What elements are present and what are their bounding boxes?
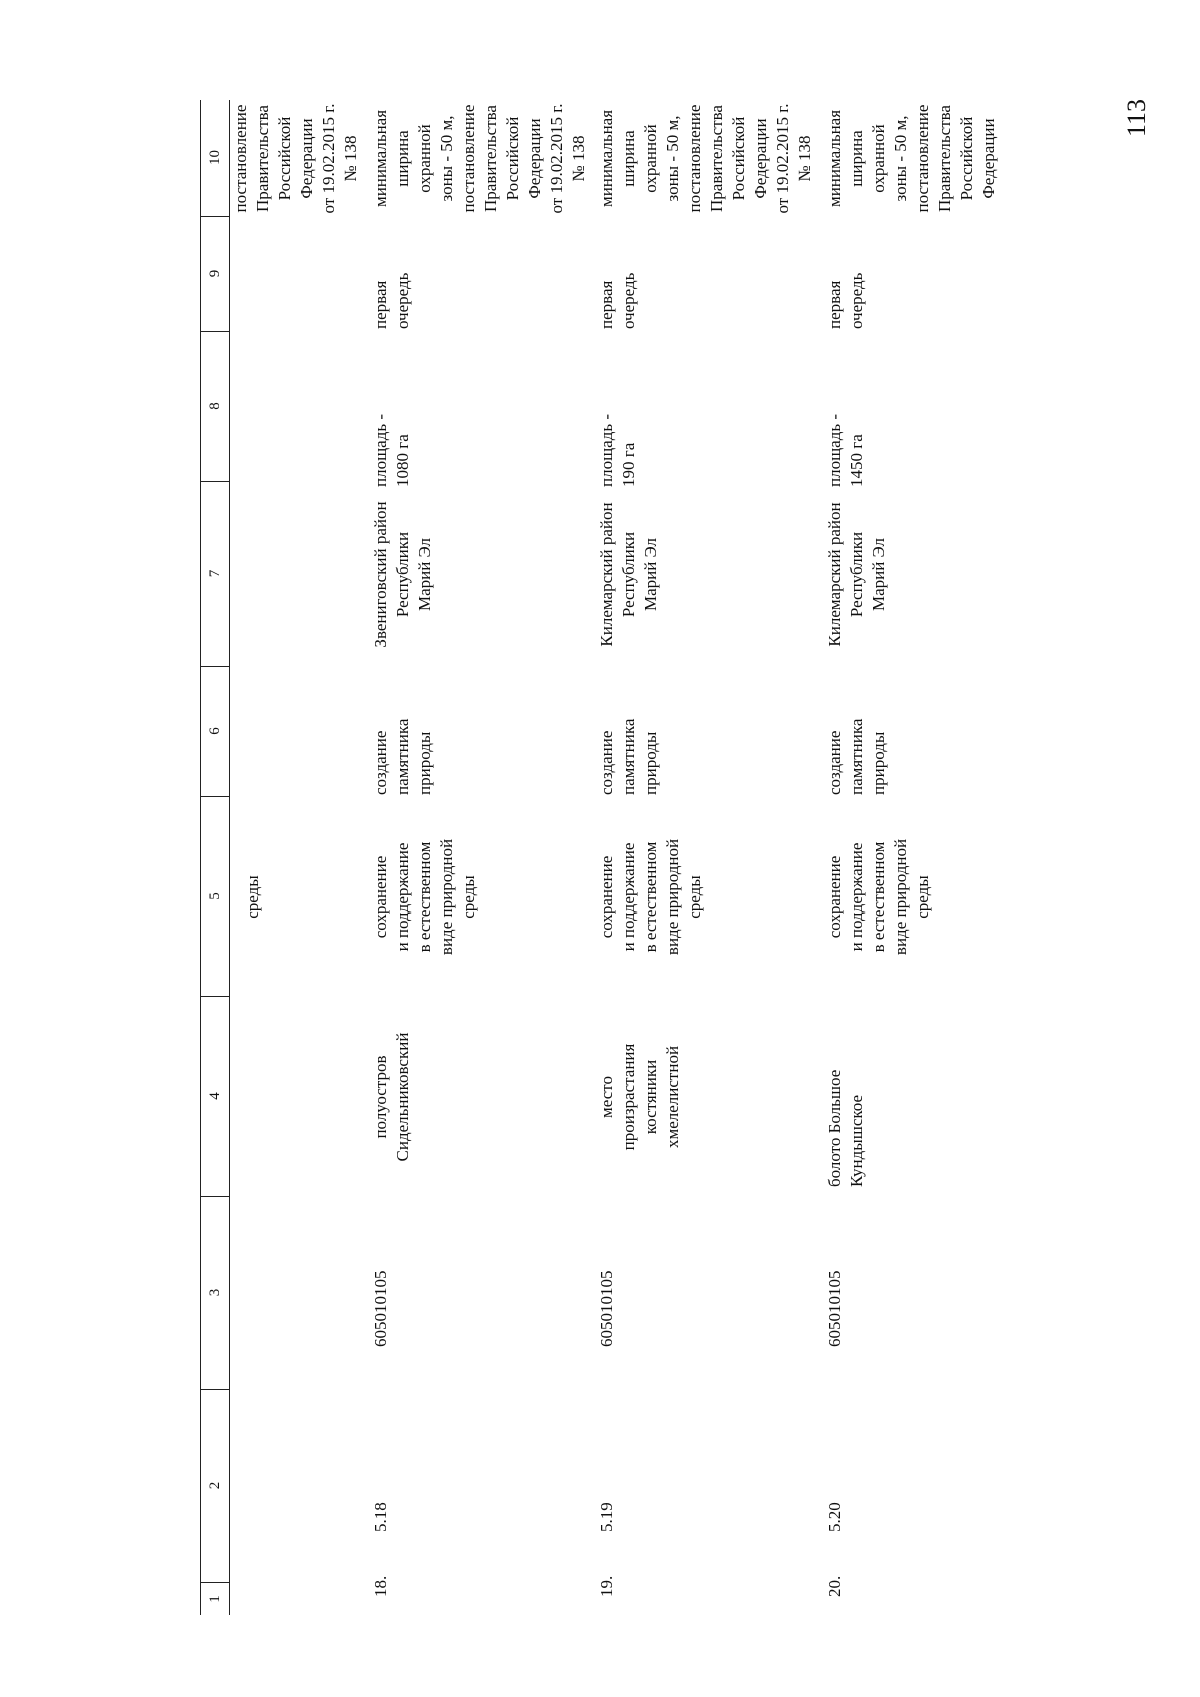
row-okato: 605010105 xyxy=(825,1270,844,1347)
continuation-col-5: среды xyxy=(243,875,262,919)
header-col-9: 9 xyxy=(201,216,229,332)
header-col-8: 8 xyxy=(201,331,229,482)
row-purpose: сохранение и поддержание в естественном виде природной среды xyxy=(825,838,932,956)
row-note: минимальная ширина охранной зоны - 50 м, постановление Правительства Российской Федерации от 19.02.2015 г. № 138 xyxy=(597,103,814,214)
row-number: 18. xyxy=(371,1575,390,1597)
row-name: болото Большое Кундышское xyxy=(825,1069,866,1187)
table-header-row xyxy=(200,100,230,1615)
row-note: минимальная ширина охранной зоны - 50 м, постановление Правительства Российской Федерации xyxy=(825,104,998,213)
row-action: создание памятника природы xyxy=(371,718,434,795)
row-code: 5.20 xyxy=(825,1502,844,1532)
page-number: 113 xyxy=(1122,98,1151,138)
row-purpose: сохранение и поддержание в естественном виде природной среды xyxy=(597,838,704,956)
header-col-1: 1 xyxy=(207,1595,223,1603)
row-okato: 605010105 xyxy=(371,1270,390,1347)
header-col-6: 6 xyxy=(201,666,229,797)
row-number: 19. xyxy=(597,1575,616,1597)
header-col-4: 4 xyxy=(201,996,229,1197)
row-priority: первая очередь xyxy=(597,272,638,329)
row-area: площадь - 190 га xyxy=(597,413,638,487)
row-action: создание памятника природы xyxy=(597,718,660,795)
row-code: 5.18 xyxy=(371,1502,390,1532)
header-col-3: 3 xyxy=(201,1196,229,1390)
row-area: площадь - 1450 га xyxy=(825,413,866,487)
row-priority: первая очередь xyxy=(371,272,412,329)
row-location: Килемарский район Республики Марий Эл xyxy=(597,502,660,647)
row-okato: 605010105 xyxy=(597,1270,616,1347)
rotated-table xyxy=(200,100,1100,1615)
row-area: площадь - 1080 га xyxy=(371,413,412,487)
row-code: 5.19 xyxy=(597,1502,616,1532)
row-name: полуостров Сидельниковский xyxy=(371,1032,412,1162)
continuation-col-10: постановление Правительства Российской Федерации от 19.02.2015 г. № 138 xyxy=(231,103,360,214)
row-number: 20. xyxy=(825,1575,844,1597)
row-purpose: сохранение и поддержание в естественном виде природной среды xyxy=(371,838,478,956)
row-action: создание памятника природы xyxy=(825,718,888,795)
header-col-5: 5 xyxy=(201,796,229,997)
row-note: минимальная ширина охранной зоны - 50 м, постановление Правительства Российской Федерации от 19.02.2015 г. № 138 xyxy=(371,103,588,214)
row-name: место произрастания костяники хмелелистной xyxy=(597,1043,682,1151)
row-location: Звениговский район Республики Марий Эл xyxy=(371,501,434,648)
header-col-10: 10 xyxy=(201,99,229,217)
header-col-7: 7 xyxy=(201,481,229,667)
header-col-2: 2 xyxy=(201,1389,229,1583)
row-location: Килемарский район Республики Марий Эл xyxy=(825,502,888,647)
row-priority: первая очередь xyxy=(825,272,866,329)
